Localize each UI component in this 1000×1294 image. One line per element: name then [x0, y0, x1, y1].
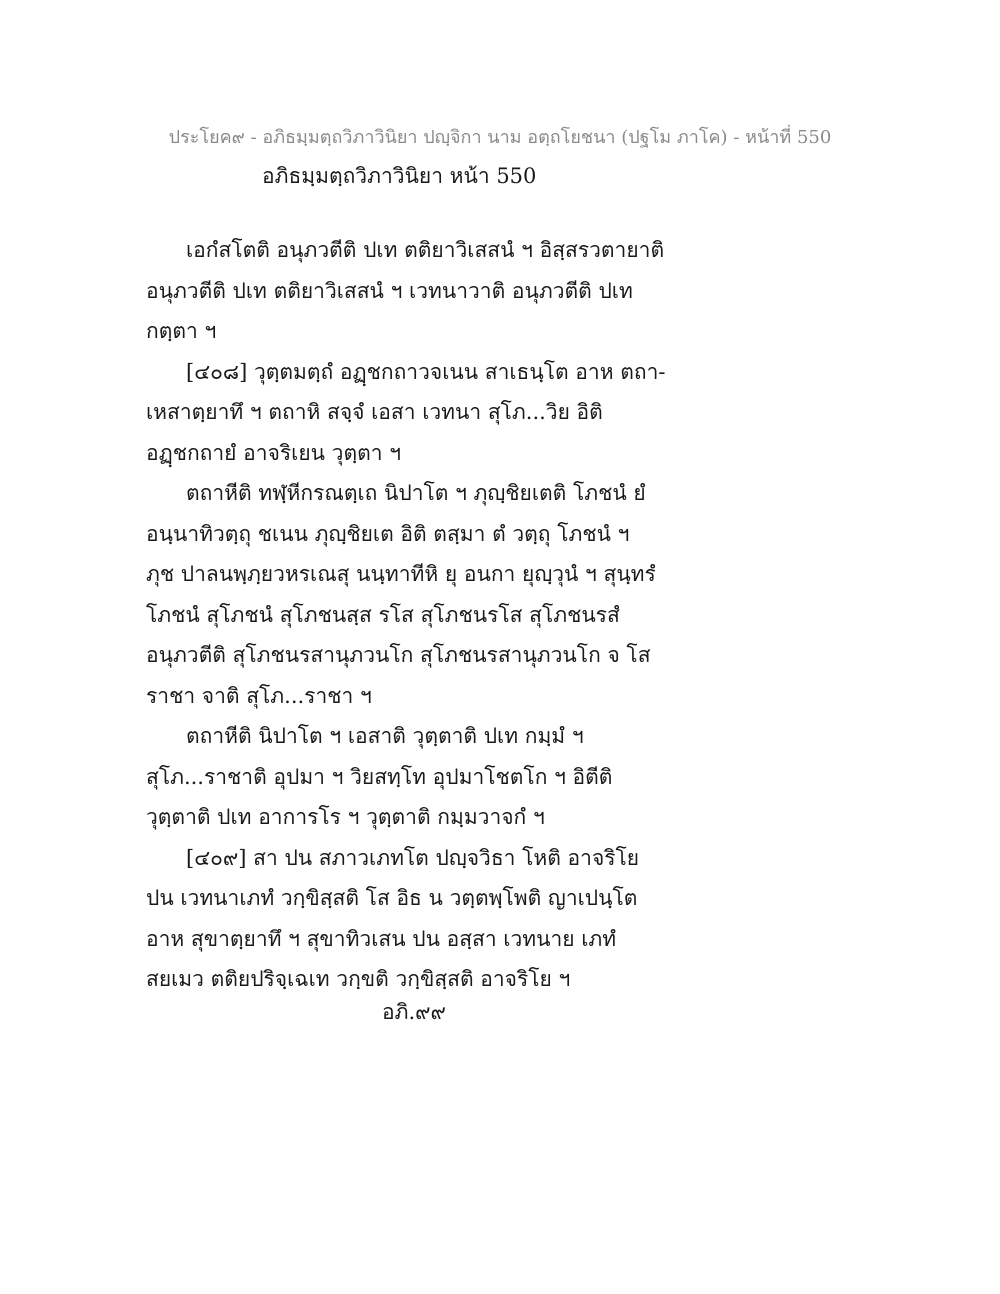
text-line: ตถาหีติ นิปาโต ฯ เอสาติ วุตฺตาติ ปเท กมฺมํ ฯ: [186, 724, 584, 748]
page-mark: อภิ.๙๙: [382, 1000, 446, 1024]
running-header: ประโยค๙ - อภิธมฺมตฺถวิภาวินิยา ปญฺจิกา นาม อตฺถโยชนา (ปฐโม ภาโค) - หน้าที่ 550: [168, 127, 832, 148]
text-line: กตฺตา ฯ: [146, 319, 217, 343]
text-line: ตถาหีติ ทฬฺหีกรณตฺเถ นิปาโต ฯ ภุญฺชิยเตติ โภชนํ ยํ: [186, 481, 646, 505]
text-line: วุตฺตาติ ปเท อาการโร ฯ วุตฺตาติ กมฺมวาจกํ ฯ: [146, 805, 545, 829]
text-line: เอกํสโตติ อนุภวตีติ ปเท ตติยาวิเสสนํ ฯ อิสฺสรวตายาติ: [186, 238, 665, 262]
text-line: [๔๐๙] สา ปน สภาวเภทโต ปญฺจวิธา โหติ อาจริโย: [186, 845, 640, 870]
text-line: สุโภ...ราชาติ อุปมา ฯ วิยสทฺโท อุปมาโชตโก ฯ อิตีติ: [146, 764, 613, 789]
text-line: ภุช ปาลนพฺภฺยวหรเณสุ นนฺทาทีหิ ยุ อนกา ยุญฺวุนํ ฯ สุนฺทรํ: [146, 562, 656, 586]
text-line: สยเมว ตติยปริจฺเฉเท วกฺขติ วกฺขิสฺสติ อาจริโย ฯ: [146, 967, 571, 991]
text-line: อนฺนาทิวตฺถุ ชเนน ภุญฺชิยเต อิติ ตสฺมา ตํ วตฺถุ โภชนํ ฯ: [146, 521, 630, 546]
page-heading: อภิธมฺมตฺถวิภาวินิยา หน้า 550: [262, 164, 537, 188]
text-line: [๔๐๘] วุตฺตมตฺถํ อฏฺชกถาวจเนน สาเธนฺโต อาห ตถา-: [186, 359, 666, 384]
body-text: [146, 230, 666, 1000]
text-line: อฏฺชกถายํ อาจริเยน วุตฺตา ฯ: [146, 440, 401, 465]
text-line: ราชา จาติ สุโภ...ราชา ฯ: [146, 683, 372, 708]
text-line: โภชนํ สุโภชนํ สุโภชนสฺส รโส สุโภชนรโส สุโภชนรสํ: [146, 602, 620, 627]
text-line: อนุภวตีติ ปเท ตติยาวิเสสนํ ฯ เวทนาวาติ อนุภวตีติ ปเท: [146, 278, 633, 303]
text-line: อนุภวตีติ สุโภชนรสานุภวนโก สุโภชนรสานุภวนโก จ โส: [146, 643, 651, 667]
text-line: เหสาตฺยาทึ ฯ ตถาหิ สจฺจํ เอสา เวทนา สุโภ...วิย อิติ: [146, 400, 603, 424]
text-line: ปน เวทนาเภทํ วกฺขิสฺสติ โส อิธ น วตฺตพฺโพติ ญาเปนฺโต: [146, 886, 638, 910]
text-line: อาห สุขาตฺยาทึ ฯ สุขาทิวเสน ปน อสฺสา เวทนาย เภทํ: [146, 926, 617, 951]
